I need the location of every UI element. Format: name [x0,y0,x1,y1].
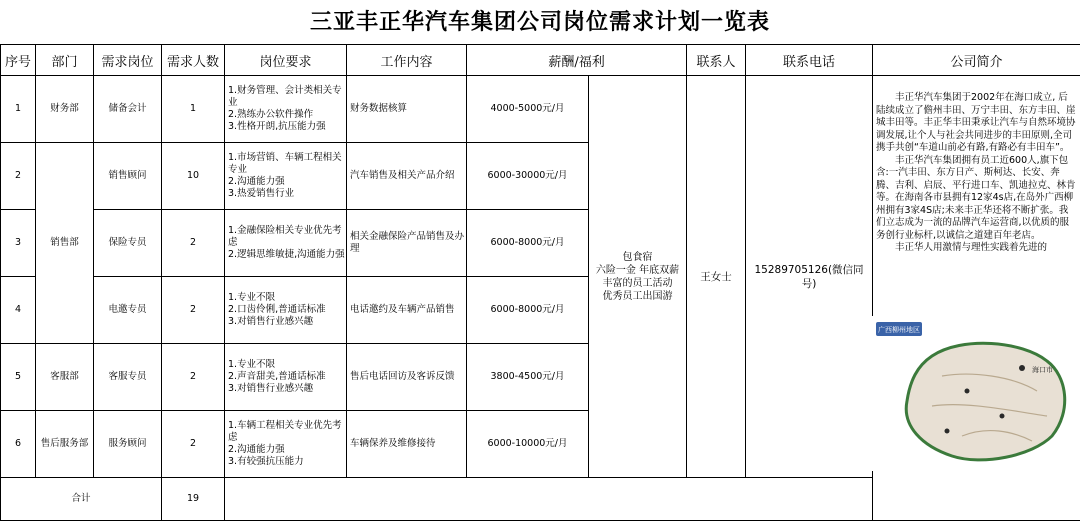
header-no: 序号 [1,45,36,76]
row-post: 电邀专员 [94,277,162,344]
row-no: 2 [1,143,36,210]
header-work: 工作内容 [347,45,467,76]
page-title: 三亚丰正华汽车集团公司岗位需求计划一览表 [0,0,1080,44]
city-dot [1019,365,1025,371]
row-req [225,76,347,143]
island-shape [906,343,1064,460]
header-contact: 联系人 [687,45,746,76]
row-req [225,411,347,478]
row-work: 售后电话回访及客诉反馈 [347,344,467,411]
req-line: 2.逻辑思维敏捷,沟通能力强 [228,249,346,261]
benefit-line: 丰富的员工活动 [589,277,686,290]
row-work: 相关金融保险产品销售及办理 [347,210,467,277]
req-line: 2.沟通能力强 [228,176,346,188]
benefit-line: 包食宿 [589,251,686,264]
row-salary: 4000-5000元/月 [467,76,589,143]
benefit-line: 优秀员工出国游 [589,290,686,303]
req-line: 3.热爱销售行业 [228,188,346,200]
intro-paragraph: 丰正华汽车集团于2002年在海口成立, 后陆续成立了儋州丰田、万宁丰田、东方丰田、崖城丰田等。丰正华丰田秉承让汽车与自然环境协调发展,让个人与社会共同进步的丰田原则,全司携手共创“车道山前必有路,有路必有丰田车”。 [876,92,1077,155]
row-no: 6 [1,411,36,478]
total-empty [225,478,873,521]
req-line: 2.声音甜美,普通话标准 [228,371,346,383]
row-salary: 6000-30000元/月 [467,143,589,210]
row-post: 客服专员 [94,344,162,411]
row-salary: 3800-4500元/月 [467,344,589,411]
row-no: 1 [1,76,36,143]
intro-paragraph: 丰正华人用激情与理性实践着先进的 [876,242,1077,255]
req-line: 3.有较强抗压能力 [228,456,346,468]
header-req: 岗位要求 [225,45,347,76]
row-post: 保险专员 [94,210,162,277]
row-count: 1 [162,76,225,143]
total-label: 合计 [1,478,162,521]
row-dept: 客服部 [36,344,94,411]
row-count: 2 [162,344,225,411]
row-dept: 售后服务部 [36,411,94,478]
benefit-line: 六险一金 年底双薪 [589,264,686,277]
city-dot [945,429,950,434]
total-value: 19 [162,478,225,521]
req-line: 1.车辆工程相关专业优先考虑 [228,420,346,444]
row-no: 4 [1,277,36,344]
req-line: 1.财务管理、会计类相关专业 [228,85,346,109]
region-label: 广西柳州地区 [878,325,920,334]
intro-paragraph: 丰正华汽车集团拥有员工近600人,旗下包含:一汽丰田、东方日产、斯柯达、长安、奔腾、吉利、启辰、平行进口车、凯迪拉克、林肯等。在海南各市县拥有12家4s店,在岛外广西柳州拥有3家4S店;未来丰正华还将不断扩张。我们立志成为一流的品牌汽车运营商,以优质的服务创行业标杆,以诚信之道建百年老店。 [876,155,1077,243]
req-line: 1.专业不限 [228,359,346,371]
table-row [1,76,1080,143]
row-post: 储备会计 [94,76,162,143]
hainan-map-image [872,316,1077,471]
row-req [225,277,347,344]
row-no: 3 [1,210,36,277]
header-row [1,45,1080,76]
req-line: 1.市场营销、车辆工程相关专业 [228,152,346,176]
row-salary: 6000-10000元/月 [467,411,589,478]
header-intro: 公司简介 [873,45,1080,76]
row-dept: 财务部 [36,76,94,143]
req-line: 1.金融保险相关专业优先考虑 [228,225,346,249]
row-count: 2 [162,210,225,277]
header-salary: 薪酬/福利 [467,45,687,76]
row-post: 销售顾问 [94,143,162,210]
req-line: 3.性格开朗,抗压能力强 [228,121,346,133]
row-salary: 6000-8000元/月 [467,277,589,344]
row-work: 车辆保养及维修接待 [347,411,467,478]
header-post: 需求岗位 [94,45,162,76]
city-dot [1000,414,1005,419]
contact-cell: 王女士 [687,76,746,478]
req-line: 1.专业不限 [228,292,346,304]
req-line: 3.对销售行业感兴趣 [228,383,346,395]
row-count: 2 [162,411,225,478]
benefit-cell [589,76,687,478]
row-dept: 销售部 [36,143,94,344]
req-line: 2.沟通能力强 [228,444,346,456]
city-label: 海口市 [1032,365,1053,374]
header-dept: 部门 [36,45,94,76]
row-req [225,143,347,210]
city-dot [965,389,970,394]
row-count: 10 [162,143,225,210]
row-no: 5 [1,344,36,411]
row-work: 电话邀约及车辆产品销售 [347,277,467,344]
req-line: 3.对销售行业感兴趣 [228,316,346,328]
row-count: 2 [162,277,225,344]
row-salary: 6000-8000元/月 [467,210,589,277]
header-phone: 联系电话 [746,45,873,76]
row-post: 服务顾问 [94,411,162,478]
req-line: 2.口齿伶俐,普通话标准 [228,304,346,316]
row-work: 汽车销售及相关产品介绍 [347,143,467,210]
row-req [225,210,347,277]
req-line: 2.熟练办公软件操作 [228,109,346,121]
header-count: 需求人数 [162,45,225,76]
row-work: 财务数据核算 [347,76,467,143]
row-req [225,344,347,411]
phone-cell: 15289705126(微信同号) [746,76,873,478]
